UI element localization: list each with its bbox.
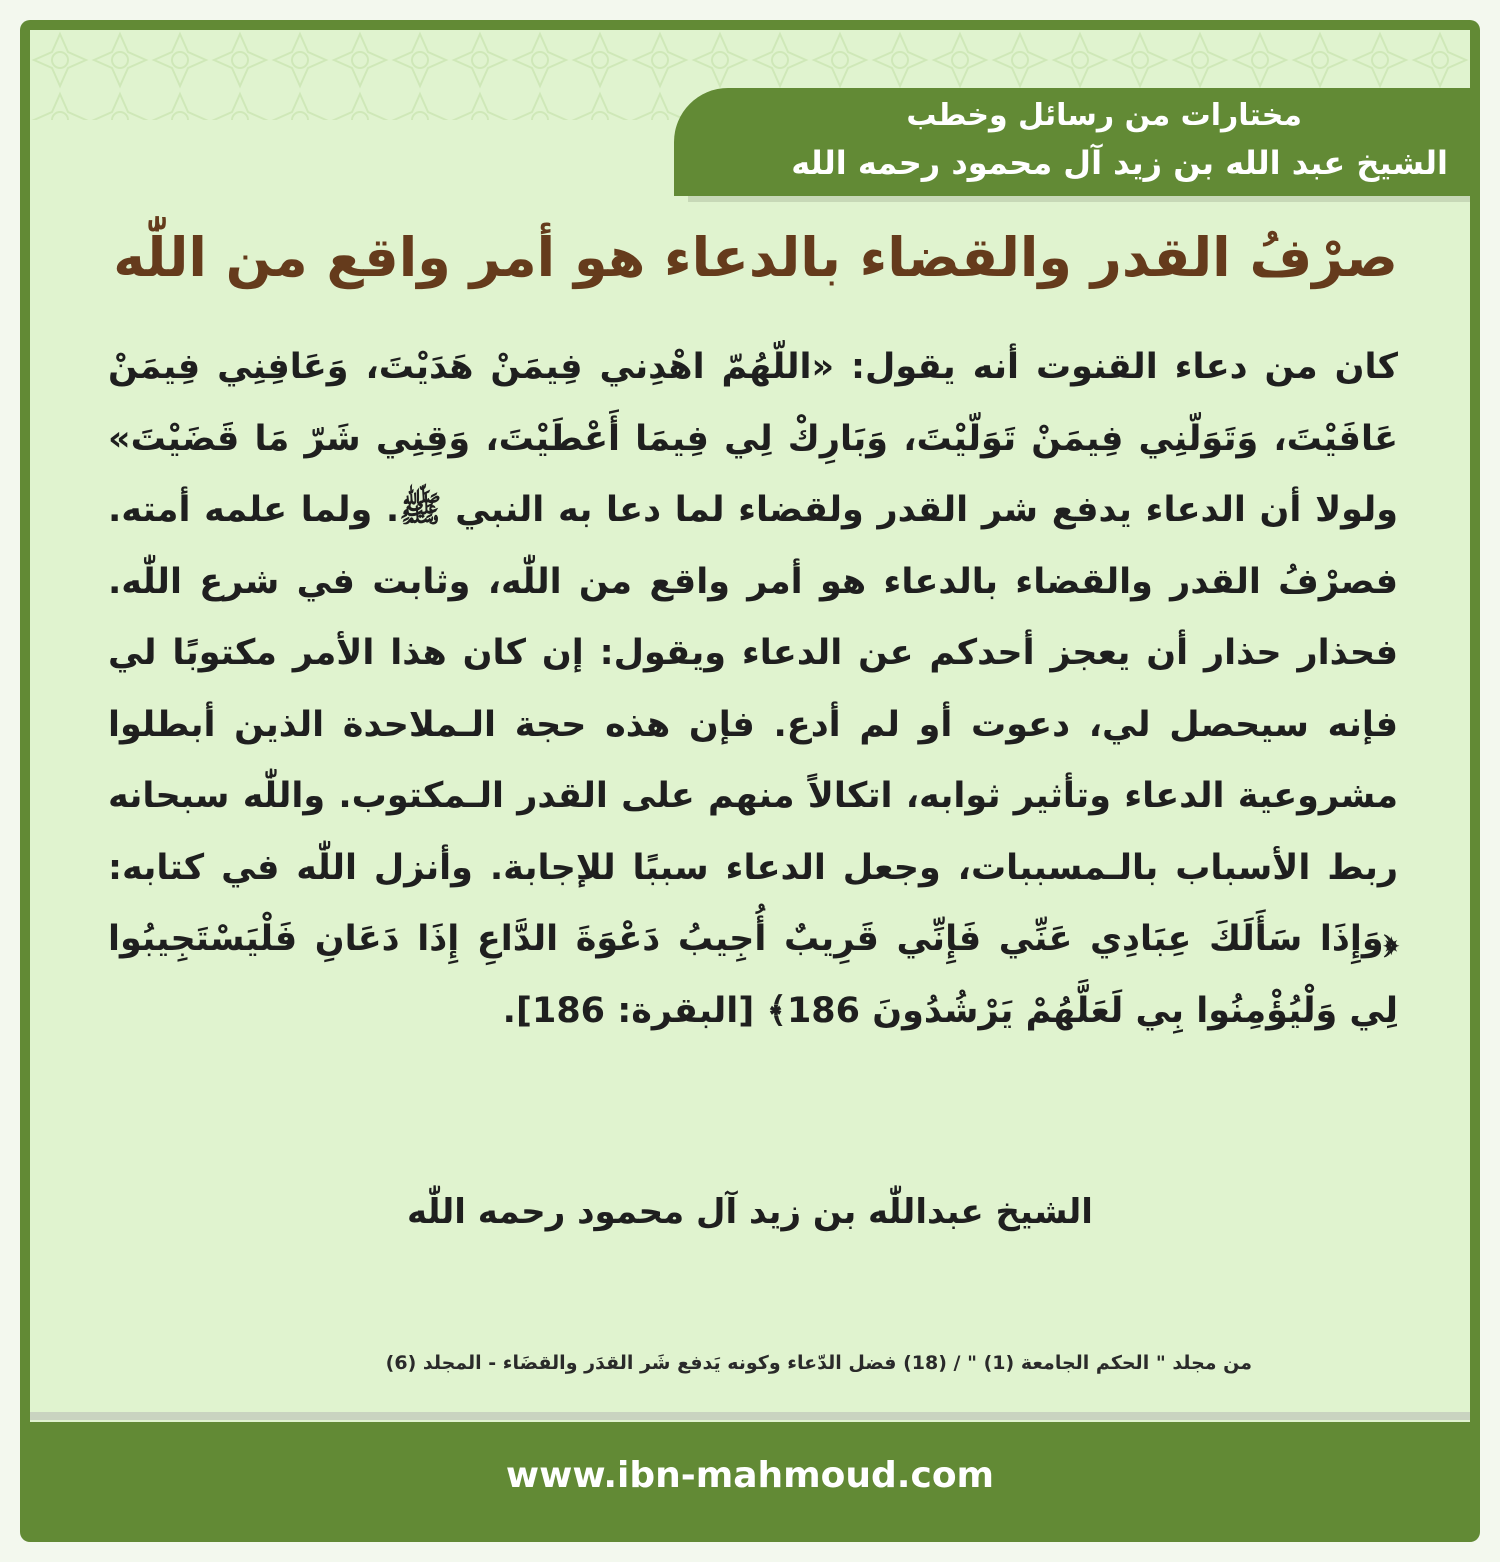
header-shadow bbox=[688, 196, 1470, 202]
author-signature: الشيخ عبداللّٰه بن زيد آل محمود رحمه اللّٰه bbox=[407, 1192, 1093, 1232]
footer bbox=[20, 1430, 1480, 1530]
body-paragraph: كان من دعاء القنوت أنه يقول: «اللّهُمّ اهْدِني فِيمَنْ هَدَيْتَ، وَعَافِنِي فِيمَنْ عَافَيْتَ، وَتَوَلّنِي فِيمَنْ تَوَلّيْتَ، وَبَارِكْ لِي فِيمَا أَعْطَيْتَ، وَقِنِي شَرّ مَا قَضَيْتَ» ولولا أن الدعاء يدفع شر القدر ولقضاء لما دعا به النبي ﷺ. ولما علمه أمته. فصرْفُ القدر والقضاء بالدعاء هو أمر واقع من اللّٰه، وثابت في شرع اللّٰه. فحذار حذار أن يعجز أحدكم عن الدعاء ويقول: إن كان هذا الأمر مكتوبًا لي فإنه سيحصل لي، دعوت أو لم أدع. فإن هذه حجة الـملاحدة الذين أبطلوا مشروعية الدعاء وتأثير ثوابه، اتكالاً منهم على القدر الـمكتوب. واللّٰه سبحانه ربط الأسباب بالـمسببات، وجعل الدعاء سببًا للإجابة. وأنزل اللّٰه في كتابه: ﴿وَإِذَا سَأَلَكَ عِبَادِي عَنِّي فَإِنِّي قَرِيبٌ أُجِيبُ دَعْوَةَ الدَّاعِ إِذَا دَعَانِ فَلْيَسْتَجِيبُوا لِي وَلْيُؤْمِنُوا بِي لَعَلَّهُمْ يَرْشُدُونَ 186﴾ [البقرة: 186]. bbox=[108, 347, 1398, 1031]
card-frame bbox=[20, 20, 1480, 1542]
website-link[interactable]: www.ibn-mahmoud.com bbox=[505, 1455, 995, 1496]
series-title: مختارات من رسائل وخطب bbox=[906, 98, 1302, 133]
content-panel bbox=[30, 30, 1470, 1422]
page-title: صرْفُ القدر والقضاء بالدعاء هو أمر واقع من اللّٰه bbox=[113, 226, 1398, 289]
author-header: الشيخ عبد الله بن زيد آل محمود رحمه الله bbox=[791, 144, 1448, 182]
footer-divider bbox=[30, 1412, 1470, 1420]
source-citation: من مجلد " الحكم الجامعة (1) " / (18) فضل الدّعاء وكونه يَدفع شَر القدَر والقضَاء - المجلد (6) bbox=[385, 1352, 1252, 1374]
header-band bbox=[674, 88, 1470, 196]
